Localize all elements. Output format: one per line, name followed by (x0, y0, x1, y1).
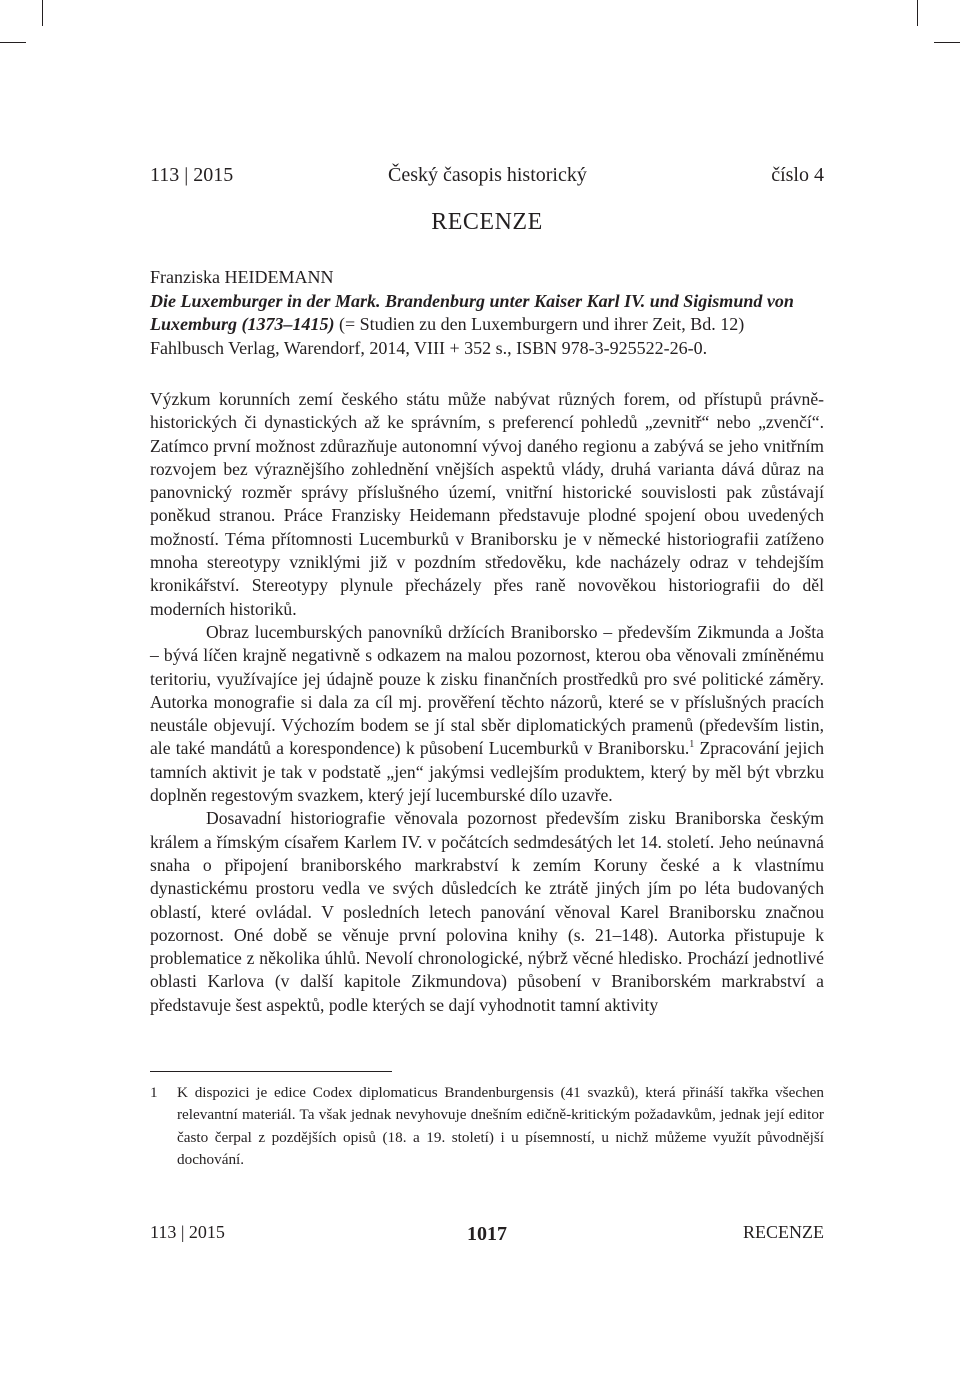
page-footer (150, 1218, 824, 1248)
footnote (150, 1082, 824, 1172)
footnote-reference: 1 (689, 739, 695, 751)
running-head (150, 160, 824, 190)
section-title: RECENZE (431, 209, 543, 235)
review-bibliography (150, 266, 824, 360)
footnote-divider (150, 1071, 392, 1072)
book-publisher: Fahlbusch Verlag, Warendorf, 2014, VIII + 352 s., ISBN 978-3-925522-26-0. (150, 337, 708, 358)
footer-section: RECENZE (743, 1222, 824, 1242)
crop-mark-top-left-vertical (42, 0, 43, 26)
book-title: Die Luxemburger in der Mark. Brandenburg unter Kaiser Karl IV. und Sigismund von Luxemburg (1373–1415) (150, 290, 794, 334)
book-series: (= Studien zu den Luxemburgern und ihrer Zeit, Bd. 12) (334, 314, 745, 334)
review-body (150, 388, 824, 1017)
running-head-issue: číslo 4 (771, 164, 824, 186)
running-head-volume: 113 | 2015 (150, 164, 234, 186)
paragraph-text: Obraz lucemburských panovníků držících Braniborsko – především Zikmunda a Jošta – bývá líčen krajně negativně s odkazem na malou pozornost, kterou oba věnovali zmíněnému teritoriu, využívajíce jej údajně pouze k zisku finančních prostředků pro své politické záměry. Autorka monografie si dala za cíl mj. prověření těchto názorů, které se v příslušných pracích neustále objevují. Výchozím bodem se jí stal sběr diplomatických pramenů (především listin, ale také mandátů a korespondence) k působení Lucemburků v Braniborsku. (150, 621, 824, 759)
review-title-line (150, 290, 824, 337)
crop-mark-top-left-horizontal (0, 42, 26, 43)
paragraph: Dosavadní historiografie věnovala pozornost především zisku Braniborska českým králem a římským císařem Karlem IV. v počátcích sedmdesátých let 14. století. Jeho neúnavná snaha o připojení braniborského markrabství k zemím Koruny české a k vlastnímu dynastickému prostoru vedla ve svých důsledcích ke ztrátě jiných jím po léta budovaných oblastí, které ovládal. V posledních letech panování věnoval Karel Braniborsku značnou pozornost. Oné době se věnuje první polovina knihy (s. 21–148). Autorka přistupuje k problematice z několika úhlů. Nevolí chronologické, nýbrž věcné hledisko. Prochází jednotlivé oblasti Karlova (v další kapitole Zikmundova) působení v Braniborském markrabství a představuje šest aspektů, podle kterých se dají vyhodnotit tamní aktivity (150, 808, 824, 1015)
paragraph: Výzkum korunních zemí českého státu může nabývat různých forem, od přístupů právněhistorických či dynastických až ke správním, s preferencí pohledů „zevnitř“ nebo „zvenčí“. Zatímco první možnost zdůrazňuje autonomní vývoj daného regionu a zabývá se jeho vnitřním rozvojem bez výraznějšího zohlednění vnějších aspektů vlády, druhá varianta dává důraz na panovnický rozměr správy příslušného území, vnitřní historické souvislosti pak zůstávají poněkud stranou. Práce Franzisky Heidemann představuje plodné spojení obou uvedených možností. Téma přítomnosti Lucemburků v Braniborsku je v německé historiografii zatíženo mnoha stereotypy vzniklými již v pozdním středověku, kde nacházely odraz v tehdejším kronikářství. Stereotypy plynule přecházely přes raně novověkou historiografii do děl moderních historiků. (150, 389, 824, 619)
paragraph (150, 621, 824, 807)
footnote-number: 1 (150, 1084, 158, 1101)
page-number: 1017 (467, 1223, 507, 1245)
review-author: Franziska HEIDEMANN (150, 267, 334, 287)
footnote-text: K dispozici je edice Codex diplomaticus Brandenburgensis (41 svazků), která přináší takřka všechen relevantní materiál. Ta však jednak nevyhovuje dnešním edičně-kritickým požadavkům, jednak její editor často čerpal z pozdějších opisů (18. a 19. století) i u písemností, u nichž můžeme využít původnější dochování. (177, 1084, 824, 1169)
crop-mark-top-right-vertical (917, 0, 918, 26)
paragraph-text-continued: Zpracování jejich tamních aktivit je tak v podstatě „jen“ jakýmsi vedlejším produktem, který by měl být vbrzku doplněn regestovým svazkem, který její lucemburské dílo uzavře. (150, 738, 824, 806)
footer-volume: 113 | 2015 (150, 1222, 225, 1242)
crop-mark-top-right-horizontal (934, 42, 960, 43)
running-head-journal: Český časopis historický (388, 164, 587, 186)
